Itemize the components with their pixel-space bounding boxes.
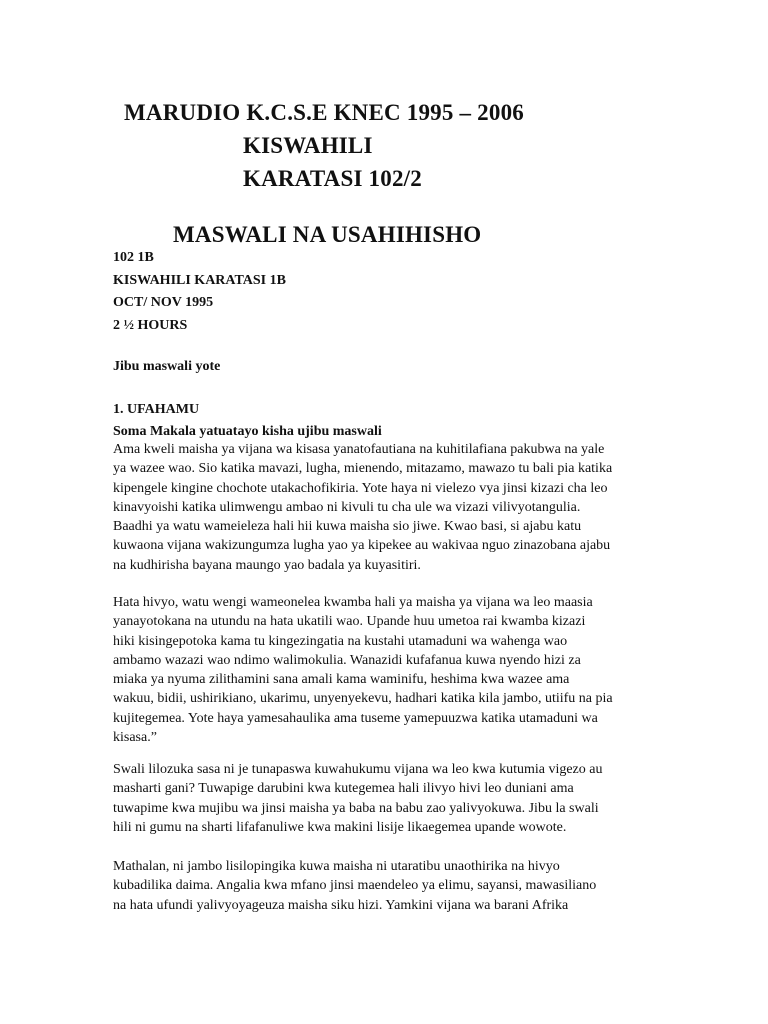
text-line: Mathalan, ni jambo lisilopingika kuwa maisha ni utaratibu unaothirika na hivyo	[113, 859, 560, 874]
exam-date: OCT/ NOV 1995	[113, 295, 214, 310]
text-line: tuwapime kwa mujibu wa jinsi maisha ya baba na babu zao yalivyokuwa. Jibu la swali	[113, 800, 599, 816]
text-line: hili ni gumu na sharti lifafanuliwe kwa makini lisije likaegemea upande wowote.	[113, 819, 567, 835]
text-line: kisasa.”	[113, 729, 157, 745]
document-title: MARUDIO K.C.S.E KNEC 1995 – 2006	[124, 100, 524, 125]
subject-title: KISWAHILI	[243, 133, 373, 158]
text-line: kubadilika daima. Angalia kwa mfano jinsi maendeleo ya elimu, sayansi, mawasiliano	[113, 878, 597, 894]
section-subheading: Soma Makala yatuatayo kisha ujibu maswali	[113, 424, 382, 439]
text-line: kipengele kingine chochote utakachofikiria. Yote haya ni vielezo vya jinsi kizazi cha leo	[113, 480, 608, 496]
text-line: Hata hivyo, watu wengi wameonelea kwamba hali ya maisha ya vijana wa leo maasia	[113, 595, 593, 610]
section-heading: 1. UFAHAMU	[113, 402, 200, 417]
section-main-title: MASWALI NA USAHIHISHO	[173, 222, 482, 247]
text-line: Baadhi ya watu wameieleza hali hii kuwa maisha sio jiwe. Kwao basi, si ajabu katu	[113, 519, 582, 534]
text-line: na hata ufundi yalivyoyageuza maisha siku hizi. Yamkini vijana wa barani Afrika	[113, 897, 569, 913]
text-line: kuwaona vijana wakizungumza lugha yao ya kipekee au wakivaa nguo zinazobana ajabu	[113, 538, 611, 554]
text-line: wakuu, bidii, ushirikiano, ukarimu, unyenyekevu, hadhari katika kila jambo, utiifu na pia	[113, 691, 613, 707]
text-line: Swali lilozuka sasa ni je tunapaswa kuwahukumu vijana wa leo kwa kutumia vigezo au	[113, 762, 603, 777]
text-line: ambamo wazazi wao ndimo walimokulia. Wanazidi kufafanua kuwa nyendo hizi za	[113, 652, 581, 668]
paragraph-2	[113, 593, 673, 747]
instruction: Jibu maswali yote	[113, 359, 221, 374]
paragraph-1	[113, 440, 673, 575]
paragraph-4	[113, 857, 673, 915]
paper-title: KARATASI 102/2	[243, 166, 422, 191]
text-line: hiki kisingepotoka kama tu kingezingatia na kustahi utamaduni wa wahenga wao	[113, 633, 568, 649]
text-line: kujitegemea. Yote haya yamesahaulika ama tuseme yamepuuzwa katika utamaduni wa	[113, 710, 598, 726]
text-line: na kudhirisha bayana maungo yao badala ya kuyasitiri.	[113, 557, 421, 573]
text-line: masharti gani? Tuwapige darubini kwa kutegemea hali ilivyo hivi leo duniani ama	[113, 781, 574, 797]
text-line: ya wazee wao. Sio katika mavazi, lugha, mienendo, mitazamo, mawazo tu bali pia katika	[113, 461, 613, 477]
paper-name: KISWAHILI KARATASI 1B	[113, 273, 286, 288]
text-line: miaka ya nyuma zilithamini sana amali kama waminifu, heshima kwa wazee ama	[113, 672, 570, 687]
text-line: Ama kweli maisha ya vijana wa kisasa yanatofautiana na kuhitilafiana pakubwa na yale	[113, 442, 605, 457]
text-line: kinavyoishi katika ulimwengu ambao ni kivuli tu cha ule wa vizazi vilivyotangulia.	[113, 499, 581, 515]
text-line: yanayotokana na utundu na hata ukatili wao. Upande huu umetoa rai kwamba kizazi	[113, 614, 586, 630]
exam-duration: 2 ½ HOURS	[113, 318, 188, 333]
paragraph-3	[113, 760, 673, 837]
paper-code: 102 1B	[113, 250, 154, 265]
